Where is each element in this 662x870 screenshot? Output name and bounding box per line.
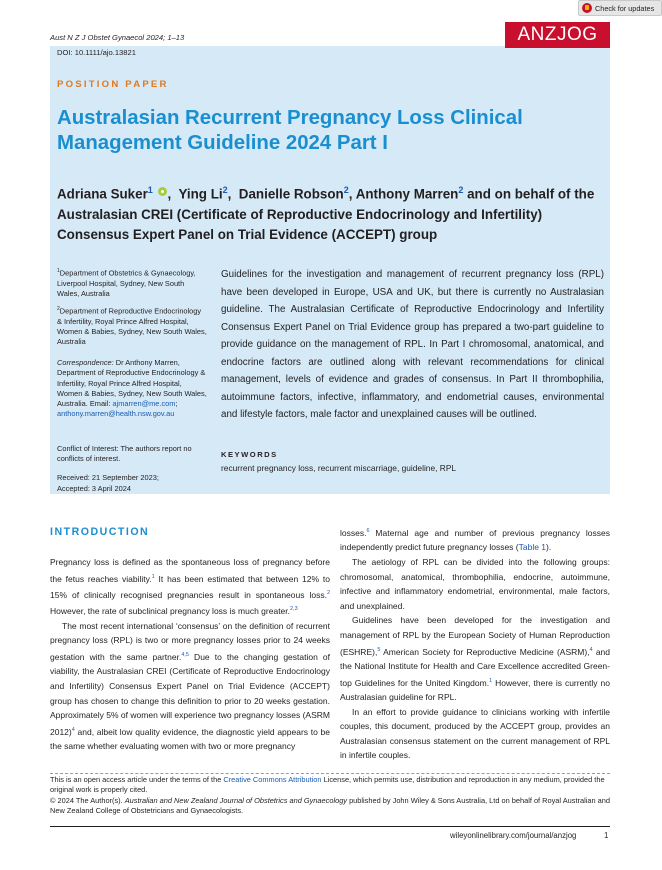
conflict-of-interest: Conflict of Interest: The authors report no conflicts of interest. <box>57 444 192 464</box>
author-group: and on behalf of the Australasian CREI (Certificate of Reproductive Endocrinology and Infertility) Consensus Expert Panel on Trial Evidence (ACCEPT) group <box>57 186 595 243</box>
email-link[interactable]: ajmarren@me.com <box>112 399 176 409</box>
author-name[interactable]: Anthony Marren <box>355 186 459 202</box>
author-list: Adriana Suker$^1$ , Ying Li$^2$, Danielle Robson$^2$, Anthony Marren$^2$ and on behalf of the Australasian CREI (Certificate of Reproductive Endocrinology and Infertility) Consensus Expert Panel on Trial Evidence (ACCEPT) group <box>57 185 595 243</box>
paragraph: The aetiology of RPL can be divided into the following groups: chromosomal, anatomical, thrombophilia, endocrine, autoimmune, infective and inflammatory endometrial, environmental, male factors, and unexplained. <box>340 557 610 611</box>
keywords-list: recurrent pregnancy loss, recurrent miscarriage, guideline, RPL <box>221 463 457 473</box>
keywords-heading: KEYWORDS <box>221 450 278 459</box>
crossmark-icon <box>582 3 592 13</box>
body-column-left <box>50 555 330 754</box>
affiliation-text: Department of Obstetrics & Gynaecology, Liverpool Hospital, Sydney, New South Wales, Australia <box>57 268 196 299</box>
citation-ref[interactable]: 4,5 <box>181 652 189 659</box>
affiliation-ref[interactable]: 2 <box>343 185 349 195</box>
citation-ref[interactable]: 2,3 <box>290 606 298 613</box>
citation-ref[interactable]: 1 <box>489 677 493 684</box>
correspondence-text: Dr Anthony Marren, Department of Reproductive Endocrinology & Infertility, Royal Prince Alfred Hospital, Women & Babies, Sydney, New South Wales, Australia. Email: <box>57 358 207 409</box>
citation-ref[interactable]: 2 <box>326 590 330 597</box>
body-column-right <box>340 524 610 763</box>
affiliation-text: Department of Reproductive Endocrinology & Infertility, Royal Prince Alfred Hospital, Women & Babies, Sydney, New South Wales, Australia <box>57 306 207 347</box>
accepted-date: Accepted: 3 April 2024 <box>57 484 131 493</box>
affiliation-ref[interactable]: 1 <box>147 185 153 195</box>
paragraph: The most recent international ‘consensus’ on the definition of recurrent pregnancy loss (RPL) is two or more pregnancy losses prior to 24 weeks gestation with the same partner.$^{4,5}$ Due to the changing gestation of viability, the Australasian CREI (Certificate of Reproductive Endocrinology and Infertility) Consensus Expert Panel on Trial Evidence (ACCEPT) group has chosen to change this definition to prior to 20 weeks gestation. Approximately 5% of women will experience two pregnancy losses (ASRM 2012)$^4$ and, albeit low quality evidence, the diagnostic yield appears to be the same whether evaluating women with two or more pregnancy <box>50 620 330 752</box>
copyright-statement: © 2024 The Author(s). Australian and New Zealand Journal of Obstetrics and Gynaecology published by John Wiley & Sons Australia, Ltd on behalf of Royal Australian and New Zealand College of Obstetricians and Gynaecologists. <box>50 795 610 816</box>
check-for-updates-label: Check for updates <box>595 3 655 13</box>
author-name[interactable]: Ying Li <box>178 186 223 202</box>
journal-citation: Aust N Z J Obstet Gynaecol 2024; 1–13 <box>50 33 185 42</box>
table-link[interactable]: Table 1 <box>518 542 547 553</box>
correspondence: Correspondence: Dr Anthony Marren, Department of Reproductive Endocrinology & Infertility, Royal Prince Alfred Hospital, Women & Babies, Sydney, New South Wales, Australia. Email: ajmarren@me.com; anthony.marren@health.nsw.gov.au <box>57 358 207 419</box>
paragraph: Pregnancy loss is defined as the spontaneous loss of pregnancy before the fetus reaches viability.$^1$ It has been estimated that between 12% to 15% of clinically recognised pregnancies result in spontaneous loss.$^2$ However, the rate of subclinical pregnancy loss is much greater.$^{2,3}$ <box>50 557 330 617</box>
paragraph: In an effort to provide guidance to clinicians working with infertile couples, this document, produced by the ACCEPT group, provides an Australasian consensus statement on the current management of RPL in infertile couples. <box>340 706 610 761</box>
affiliation-number: 1 <box>57 268 60 274</box>
abstract: Guidelines for the investigation and management of recurrent pregnancy loss (RPL) have been developed in Europe, USA and UK, but there is currently no Australasian guideline. The Australasian Certificate of Reproductive Endocrinology and Infertility Consensus Expert Panel on Trial Evidence group has prepared a two-part guideline to provide guidance on the management of RPL. In Part I chromosomal, anatomical, and endocrine factors are outlined along with relevant recommendations for clinical management, levels of evidence and grades of consensus. In Part II thrombophilia, autoimmune factors, infective, inflammatory, and endometrial causes, environmental and lifestyle factors, male factor and unexplained causes will be outlined. <box>221 269 604 420</box>
author-name[interactable]: Danielle Robson <box>238 186 344 202</box>
journal-logo[interactable]: ANZJOG <box>505 22 610 48</box>
paragraph: Guidelines have been developed for the investigation and management of RPL by the European Society of Human Reproduction (ESHRE),$^5$ American Society for Reproductive Medicine (ASRM),$^4$ and the National Institute for Health and Care Excellence accredited Green-top Guidelines for the United Kingdom.$^1$ However, there is currently no Australasian guideline for RPL. <box>340 615 611 703</box>
citation-ref[interactable]: 4 <box>589 646 593 653</box>
open-access-statement: This is an open access article under the terms of the Creative Commons Attribution License, which permits use, distribution and reproduction in any medium, provided the original work is properly cited. <box>50 775 605 795</box>
affiliation-number: 2 <box>57 306 60 312</box>
page-number: 1 <box>604 831 609 840</box>
license-footer <box>50 775 610 817</box>
affiliation-ref[interactable]: 2 <box>222 185 228 195</box>
section-heading-introduction: INTRODUCTION <box>50 526 150 538</box>
affiliation-ref[interactable]: 2 <box>458 185 464 195</box>
footer-divider <box>50 773 610 774</box>
received-date: Received: 21 September 2023; <box>57 473 159 482</box>
orcid-icon[interactable] <box>158 187 167 196</box>
correspondence-label: Correspondence: <box>57 358 114 367</box>
citation-ref[interactable]: 6 <box>366 528 370 534</box>
license-link[interactable]: Creative Commons Attribution <box>223 775 322 784</box>
check-for-updates-button[interactable] <box>578 0 662 16</box>
journal-website[interactable]: wileyonlinelibrary.com/journal/anzjog <box>450 831 577 840</box>
citation-ref[interactable]: 4 <box>71 726 75 733</box>
paragraph: losses.$^6$ Maternal age and number of previous pregnancy losses independently predict future pregnancy losses (Table 1). <box>340 527 610 553</box>
affiliation-1 <box>57 266 207 299</box>
author-name[interactable]: Adriana Suker <box>57 186 148 202</box>
citation-ref[interactable]: 5 <box>377 646 381 653</box>
affiliation-2 <box>57 304 207 348</box>
doi[interactable]: DOI: 10.1111/ajo.13821 <box>57 48 136 57</box>
page-footer-rule <box>50 826 610 827</box>
citation-ref[interactable]: 1 <box>151 573 155 580</box>
article-type: POSITION PAPER <box>57 79 169 90</box>
email-link[interactable]: anthony.marren@health.nsw.gov.au <box>57 409 175 419</box>
article-title: Australasian Recurrent Pregnancy Loss Clinical Management Guideline 2024 Part I <box>57 107 523 154</box>
